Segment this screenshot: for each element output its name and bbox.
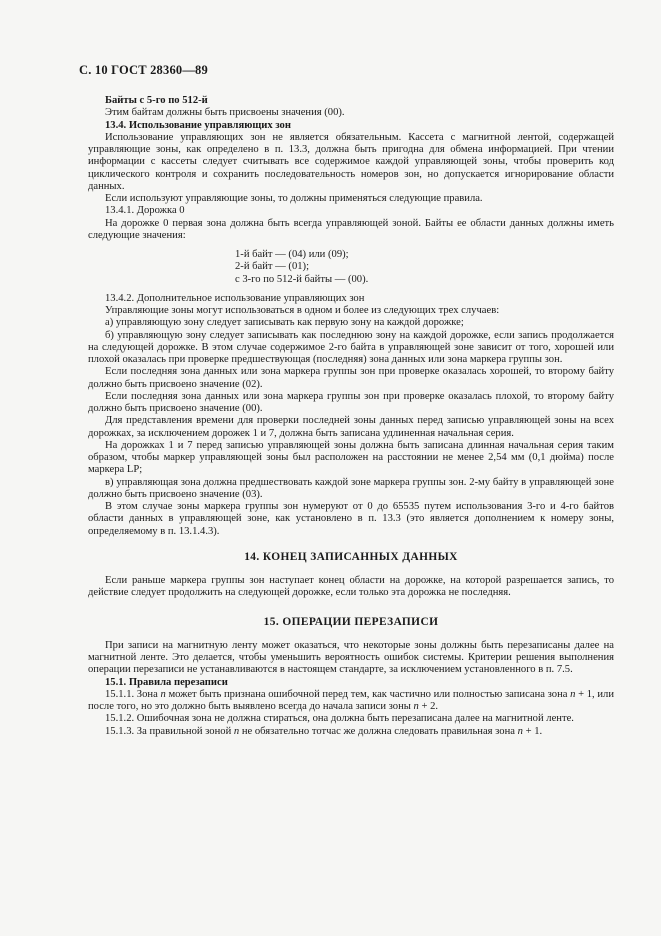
variable-n: n (413, 701, 419, 712)
section-13-4-2-intro: Управляющие зоны могут использоваться в одном и более из следующих трех случаев: (105, 305, 500, 316)
case-b-good: Если последняя зона данных или зона маркера группы зон при проверке оказалась хорошей, то второму байту должно быть присвоено значение (02). (88, 366, 614, 390)
section-13-4-1-title: 13.4.1. Дорожка 0 (105, 205, 185, 217)
section-15-1-1 (88, 689, 614, 714)
section-15-1-3 (88, 726, 614, 738)
section-15-heading: 15. ОПЕРАЦИИ ПЕРЕЗАПИСИ (263, 615, 439, 628)
section-13-4-heading: 13.4. Использование управляющих зон (105, 119, 291, 131)
list-item: 1-й байт — (04) или (09); (235, 249, 349, 260)
text-fragment: + 1. (522, 725, 543, 737)
text-fragment: не обязательно тотчас же должна следовать правильная зона (239, 725, 518, 737)
section-15-text: При записи на магнитную ленту может оказаться, что некоторые зоны должны быть перезаписаны далее на магнитной ленте. Это делается, чтобы уменьшить вероятность ошибок системы. Критерии решения выполнения операции перезаписи не устанавливаются в настоящем стандарте, за исключением установленного в п. 7.5. (88, 639, 614, 676)
section-15-1-heading: 15.1. Правила перезаписи (105, 676, 228, 688)
section-14-text: Если раньше маркера группы зон наступает конец области на дорожке, на которой разрешается запись, то действие следует продолжить на следующей дорожке, если только эта дорожка не последняя. (88, 575, 614, 599)
section-15-1-2: 15.1.2. Ошибочная зона не должна стираться, она должна быть перезаписана далее на магнитной ленте. (105, 713, 574, 725)
variable-n: n (517, 725, 523, 737)
section-13-4-1-text: На дорожке 0 первая зона должна быть всегда управляющей зоной. Байты ее области данных должны иметь следующие значения: (88, 217, 614, 241)
section-13-4-rules-intro: Если используют управляющие зоны, то должны применяться следующие правила. (105, 193, 483, 204)
variable-n: n (233, 725, 240, 737)
variable-n: n (160, 688, 166, 700)
numbering-paragraph: В этом случае зоны маркера группы зон нумеруют от 0 до 65535 путем использования 3-го и 4-го байтов области данных в управляющей зоне, как установлено в п. 13.3 (это является дополнением к номеру зоны, определяемому в п. 13.1.4.3). (88, 501, 614, 537)
list-item: 2-й байт — (01); (235, 261, 310, 273)
document-body (88, 95, 614, 738)
tracks-1-7-paragraph: На дорожках 1 и 7 перед записью управляющей зоны должна быть записана длинная начальная серия таким образом, чтобы маркер управляющей зоны был расположен на расстоянии не менее 2,54 мм (0,1 дюйма) после маркера LP; (88, 439, 614, 476)
case-b: б) управляющую зону следует записывать как последнюю зону на каждой дорожке, если запись продолжается на следующей дорожке. В этом случае содержимое 2-го байта в управляющей зоне зависит от того, хорошей или плохой оказалась при проверке предшествующая (последняя) зона данных или зона маркера группы зон. (88, 329, 614, 365)
section-13-4-paragraph: Использование управляющих зон не является обязательным. Кассета с магнитной лентой, содержащей управляющие зоны, как определено в п. 13.3, должна быть пригодна для обмена информацией. При чтении информации с кассеты следует считывать все содержимое каждой управляющей зоны, чтобы проверить код циклического контроля и сохранить последовательность номеров зон, но допускается игнорирование области данных. (88, 131, 614, 192)
bytes-5-512-text: Этим байтам должны быть присвоены значения (00). (105, 107, 345, 119)
case-v: в) управляющая зона должна предшествовать каждой зоне маркера группы зон. 2-му байту в управляющей зоне должно быть присвоено значение (03). (88, 476, 614, 500)
section-13-4-2-title: 13.4.2. Дополнительное использование управляющих зон (105, 292, 365, 304)
section-14-heading: 14. КОНЕЦ ЗАПИСАННЫХ ДАННЫХ (244, 550, 458, 563)
text-fragment: + 1, или после того, но это должно быть выявлено всегда до начала записи зоны (88, 688, 615, 712)
page-header: С. 10 ГОСТ 28360—89 (79, 63, 208, 77)
list-item: с 3-го по 512-й байты — (00). (235, 273, 369, 285)
text-fragment: 15.1.1. Зона (105, 688, 161, 700)
case-a: а) управляющую зону следует записывать как первую зону на каждой дорожке; (105, 317, 464, 329)
variable-n: n (570, 688, 576, 700)
text-fragment: может быть признана ошибочной перед тем, как частично или полностью записана зона (165, 688, 571, 700)
text-fragment: 15.1.3. За правильной зоной (105, 725, 234, 737)
time-check-paragraph: Для представления времени для проверки последней зоны данных перед записью управляющей зоны на всех дорожках, за исключением дорожек 1 и 7, должна быть записана удлиненная начальная серия. (88, 415, 614, 439)
text-fragment: + 2. (418, 701, 439, 712)
case-b-bad: Если последняя зона данных или зона маркера группы зон при проверке оказалась плохой, то второму байту должно быть присвоено значение (00). (88, 390, 614, 414)
byte-values-list (235, 249, 614, 286)
bytes-5-512-heading: Байты с 5-го по 512-й (105, 95, 208, 106)
